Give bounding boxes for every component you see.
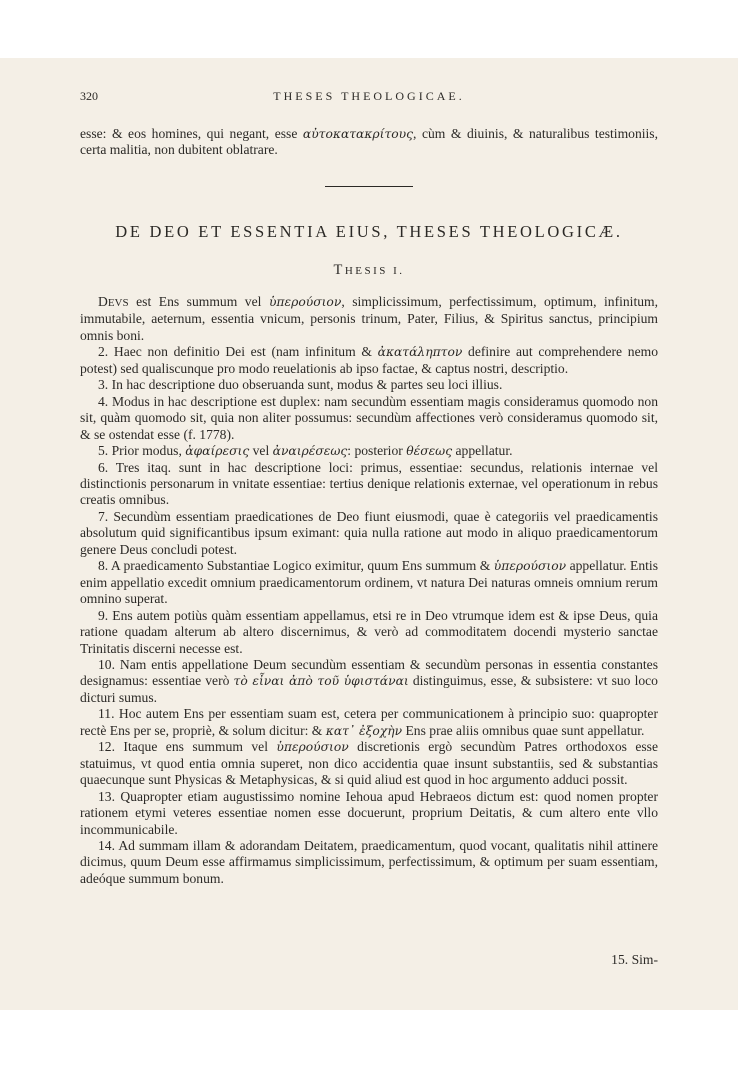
- paragraph-5: 5. Prior modus, ἀφαίρεσις vel ἀναιρέσεως: posterior θέσεως appellatur.: [98, 443, 513, 459]
- greek-term: ἀφαίρεσις: [185, 444, 250, 459]
- paragraph-9: 9. Ens autem potiùs quàm essentiam appellamus, etsi re in Deo vtrumque idem est & ipse Deus, quia ratione quadam alterum ab altero discernimus, & verò ad commoditatem docendi mysterio sanctae Trinitatis discerni necesse est.: [80, 607, 658, 656]
- page-header: [80, 89, 658, 105]
- greek-term: κατ᾽ ἐξοχὴν: [325, 723, 403, 738]
- greek-term: ἀκατάληπτον: [377, 345, 463, 360]
- paragraph-10: 10. Nam entis appellatione Deum secundùm essentiam & secundùm personas in essentia constantes designamus: essentiae verò τὸ εἶναι ἀπὸ τοῦ ὑφιστάναι distinguimus, esse, & subsistere: vt suo loco dicturi sumus.: [80, 656, 658, 705]
- paragraph-1: DEVS est Ens summum vel ὑπερούσιον, simplicissimum, perfectissimum, optimum, infinitum, immutabile, aeternum, essentia vnicum, personis trinum, Pater, Filius, & Spiritus sanctus, principium omnis boni.: [80, 294, 659, 343]
- paragraph-6: 6. Tres itaq. sunt in hac descriptione loci: primus, essentiae: secundus, relationis internae vel distinctionis personarum in vnitate essentiae: tertius denique relationis externae, vel operationum in rebus creatis omnibus.: [80, 459, 658, 508]
- paragraph-13: 13. Quapropter etiam augustissimo nomine Iehoua apud Hebraeos dictum est: quod nomen propter rationem etymi veteres essentiae nomen esse docuerunt, proprium Deitatis, & cum altero ente vllo incommunicabile.: [80, 788, 658, 837]
- paragraph-4: 4. Modus in hac descriptione est duplex: nam secundùm essentiam magis consideramus quomodo non sit, quàm quomodo sit, quia non aliter possumus: secundùm affectiones verò consideramus quomodo sit, & se ostendat esse (f. 1778).: [80, 393, 658, 442]
- greek-term: τὸ εἶναι ἀπὸ τοῦ ὑφιστάναι: [233, 674, 409, 689]
- continued-paragraph: esse: & eos homines, qui negant, esse αὐτοκατακρίτους, cùm & diuinis, & naturalibus testimoniis, certa malitia, non dubitent oblatrare.: [80, 126, 658, 157]
- greek-term: θέσεως: [406, 444, 453, 459]
- greek-term: ὑπερούσιον: [276, 740, 349, 755]
- paragraph-7: 7. Secundùm essentiam praedicationes de Deo fiunt eiusmodi, quae è categoriis vel praedicamentis absolutum quid significantibus ipsum eximant: quia nulla ratione aut modo in aliquo praedicamentorum genere Deus concludi potest.: [80, 508, 658, 557]
- greek-term: ἀναιρέσεως: [272, 444, 348, 459]
- thesis-body: [80, 294, 658, 887]
- greek-term: αὐτοκατακρίτους: [302, 127, 414, 141]
- page-number: 320: [80, 89, 98, 103]
- thesis-heading: THESIS I.: [333, 262, 405, 278]
- section-divider: [325, 186, 413, 187]
- greek-term: ὑπερούσιον: [268, 295, 342, 309]
- catchword: 15. Sim-: [611, 952, 658, 967]
- greek-term: ὑπερούσιον: [493, 559, 567, 574]
- paragraph-8: 8. A praedicamento Substantiae Logico eximitur, quum Ens summum & ὑπερούσιον appellatur. Entis enim appellatio excedit omnium praedicamentorum ordinem, vt natura Dei naturas omneis omnium rerum omnino superat.: [80, 558, 658, 607]
- paragraph-11: 11. Hoc autem Ens per essentiam suam est, cetera per communicationem à principio suo: quapropter rectè Ens per se, propriè, & solum dicitur: & κατ᾽ ἐξοχὴν Ens prae aliis omnibus quae sunt appellatur.: [80, 706, 658, 738]
- running-head: THESES THEOLOGICAE.: [273, 89, 465, 103]
- paragraph-2: 2. Haec non definitio Dei est (nam infinitum & ἀκατάληπτον definire aut comprehendere nemo potest) sed qualiscunque pro modo reuelationis ab ipso factae, & captus nostri, descriptio.: [80, 344, 658, 376]
- section-title: DE DEO ET ESSENTIA EIUS, THESES THEOLOGICÆ.: [115, 222, 623, 241]
- paragraph-12: 12. Itaque ens summum vel ὑπερούσιον discretionis ergò secundùm Patres orthodoxos esse statuimus, vt quod entia omnia superet, non dico accidentia quae insunt substantiis, sed & substantias quaecunque sunt Physicas & Metaphysicas, & si quid aliud est quod in hoc argumento adduci possit.: [80, 739, 658, 788]
- paragraph-14: 14. Ad summam illam & adorandam Deitatem, praedicamentum, quod vocant, qualitatis nihil attinere dicimus, quum Deum esse affirmamus simplicissimum, perfectissimum, & optimum per suam essentiam, adeóque summum bonum.: [80, 837, 658, 886]
- paragraph-3: 3. In hac descriptione duo obseruanda sunt, modus & partes seu loci illius.: [98, 377, 503, 393]
